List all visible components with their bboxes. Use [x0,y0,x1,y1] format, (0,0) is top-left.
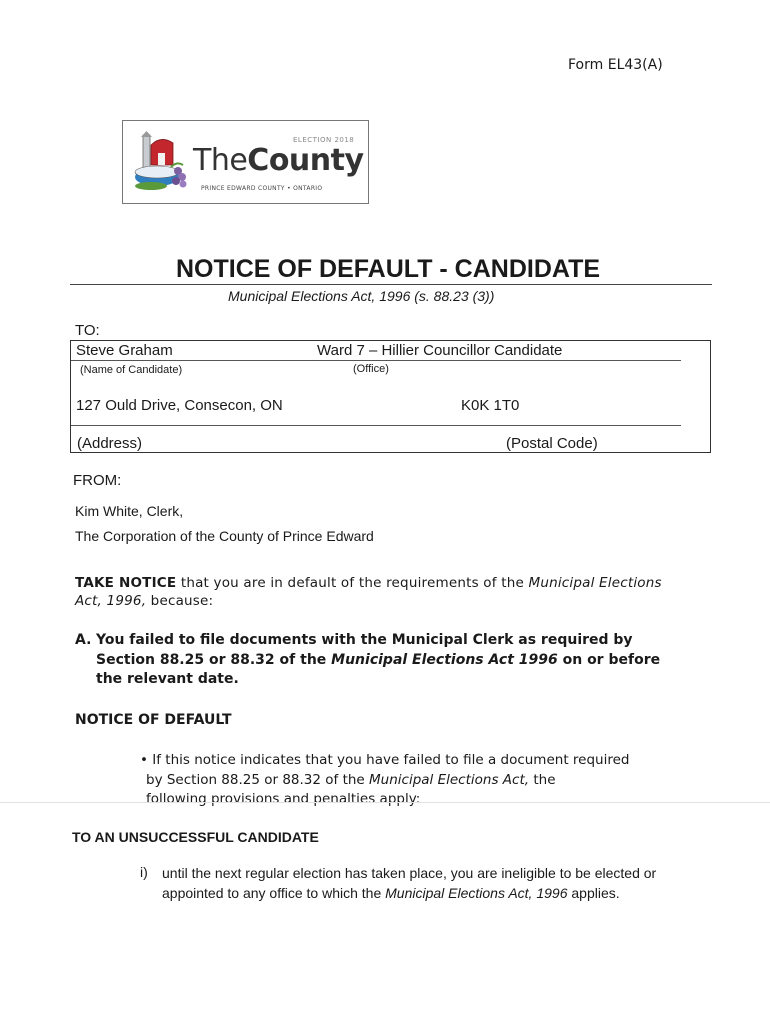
office-value: Ward 7 – Hillier Councillor Candidate [317,342,563,359]
bullet-line-2 [140,771,670,791]
document-title: NOTICE OF DEFAULT - CANDIDATE [176,255,601,283]
take-notice-text-1: that you are in default of the requirements of the [176,575,529,591]
address-caption: (Address) [77,435,143,452]
county-logo [122,120,369,204]
take-notice-text-2: because: [146,593,214,609]
item-i-text [162,864,662,903]
section-a-text-2: on or before the relevant date. [96,651,661,687]
item-i-number: i) [140,864,148,880]
form-number: Form EL43(A) [568,57,663,73]
logo-election-label: ELECTION 2018 [293,136,355,144]
clerk-name: Kim White, Clerk, [75,503,184,519]
unsuccessful-candidate-heading: TO AN UNSUCCESSFUL CANDIDATE [72,829,319,845]
notice-of-default-bullet [140,751,670,810]
section-a-act: Municipal Elections Act 1996 [331,651,558,668]
logo-tagline: PRINCE EDWARD COUNTY • ONTARIO [201,185,323,192]
take-notice-act: Municipal Elections Act, 1996, [75,575,662,609]
bullet-line-3: following provisions and penalties apply: [146,791,421,807]
section-a-text-1: You failed to file documents with the Municipal Clerk as required by Section 88.25 or 88.32 of the [96,632,633,668]
to-label: TO: [75,322,100,339]
from-label: FROM: [73,472,122,489]
scan-artifact-line [0,802,770,803]
bullet-line-1-text: If this notice indicates that you have failed to file a document required [147,752,630,768]
logo-wordmark-the: The [193,143,248,178]
name-underline [71,360,681,361]
bullet-line-1 [140,751,670,771]
section-a-letter: A. [75,632,92,648]
item-i-act: Municipal Elections Act, 1996 [385,884,568,901]
address-underline [71,425,681,426]
office-caption: (Office) [353,363,389,375]
bullet-line-2b: the [529,771,556,788]
bullet-line-2-act: Municipal Elections Act, [369,771,530,788]
address-value: 127 Ould Drive, Consecon, ON [76,397,283,414]
bullet-line-2a: by Section 88.25 or 88.32 of the [146,771,370,788]
postal-code-value: K0K 1T0 [461,397,520,414]
document-subtitle: Municipal Elections Act, 1996 (s. 88.23 (3)) [228,288,495,304]
candidate-name-value: Steve Graham [76,342,173,359]
logo-wordmark [193,143,364,178]
section-a-body [75,631,685,690]
take-notice-lead: TAKE NOTICE [75,575,177,591]
notice-of-default-heading: NOTICE OF DEFAULT [75,712,232,728]
county-emblem-icon [131,131,189,193]
bullet-icon: • [140,752,148,768]
section-a [75,631,685,690]
item-i-text-1: until the next regular election has taken place, you are ineligible to be elected or appointed to any office to which the [162,865,657,901]
name-caption: (Name of Candidate) [80,364,183,376]
take-notice-paragraph [75,574,675,610]
logo-wordmark-county: County [247,143,364,178]
corporation-name: The Corporation of the County of Prince Edward [75,528,374,544]
item-i-text-2: applies. [567,884,620,901]
title-rule [70,284,712,285]
postal-code-caption: (Postal Code) [506,435,598,452]
